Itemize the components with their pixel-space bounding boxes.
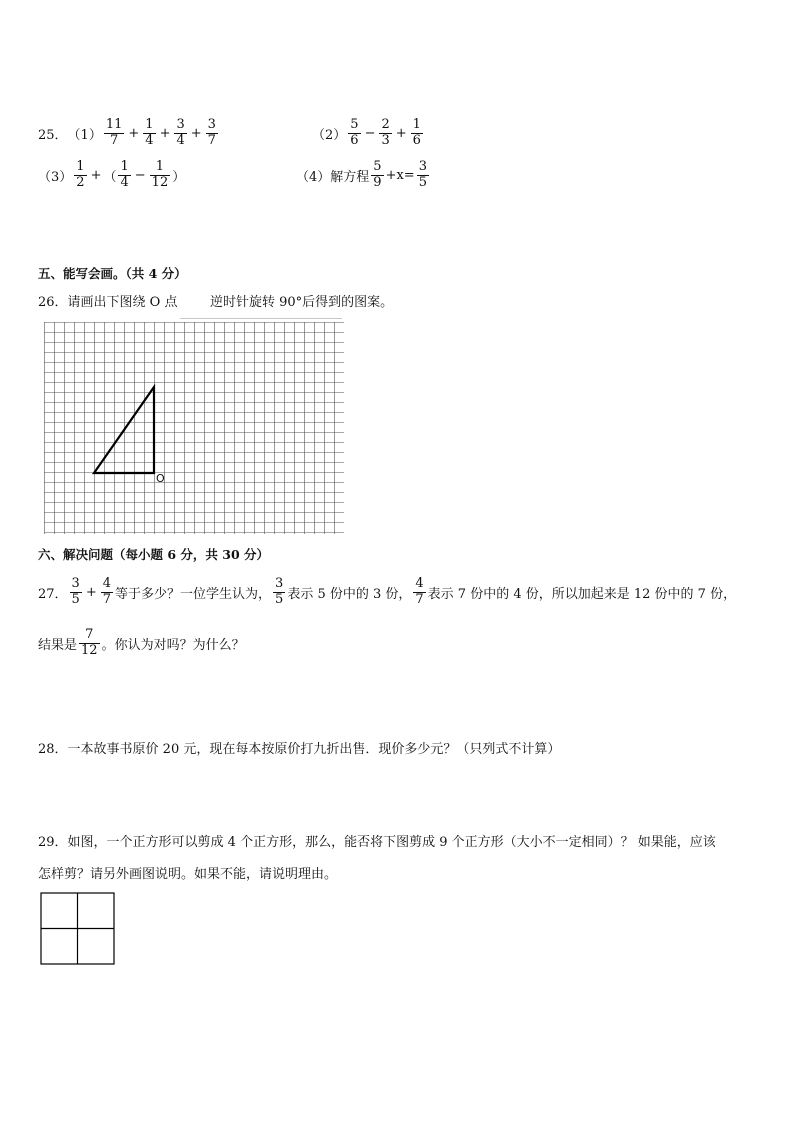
operator: − xyxy=(364,125,376,141)
fraction: $\frac{4}{7}$ xyxy=(415,576,424,607)
grid-lines xyxy=(44,322,344,534)
q27-line2 xyxy=(38,628,245,659)
q27-text-5: 。你认为对吗？为什么？ xyxy=(101,637,245,653)
left-paren: （ xyxy=(103,169,117,185)
operator: + xyxy=(159,125,171,141)
equation-middle: +x= xyxy=(385,167,415,183)
q26-text-b: 逆时针旋转 90°后得到的图案。 xyxy=(210,295,394,310)
point-o-label: O xyxy=(156,472,165,485)
q25-p3-label: （3） xyxy=(38,169,73,185)
fraction: $\frac{3}{5}$ xyxy=(71,576,80,607)
fraction: $\frac{1}{2}$ xyxy=(76,159,85,190)
q25-p2-label: （2） xyxy=(312,127,347,143)
q29-line1: 29．如图，一个正方形可以剪成 4 个正方形，那么，能否将下图剪成 9 个正方形（大小不一定相同）？ 如果能，应该 xyxy=(38,835,716,850)
operator: + xyxy=(128,125,140,141)
grid-figure xyxy=(44,322,344,534)
q25-part4 xyxy=(296,160,431,191)
fraction: $\frac{3}{7}$ xyxy=(207,117,216,148)
operator: + xyxy=(190,125,202,141)
q27-line1 xyxy=(38,577,736,608)
q29-line2: 怎样剪？请另外画图说明。如果不能，请说明理由。 xyxy=(38,867,338,882)
q27-text-2: 表示 5 份中的 3 份， xyxy=(287,586,412,602)
operator: + xyxy=(395,125,407,141)
fraction: $\frac{5}{6}$ xyxy=(350,117,359,148)
q25-p4-label: （4）解方程 xyxy=(296,169,370,185)
fraction: $\frac{4}{7}$ xyxy=(102,576,112,607)
fraction: $\frac{3}{5}$ xyxy=(418,159,427,190)
operator: + xyxy=(90,167,102,183)
fraction: $\frac{1}{4}$ xyxy=(145,117,154,148)
q26-text-a: 26．请画出下图绕 O 点 xyxy=(38,295,178,310)
triangle-shape xyxy=(94,387,154,473)
q27-number: 27． xyxy=(38,586,68,602)
fraction: $\frac{3}{5}$ xyxy=(275,576,284,607)
q27-text-1: 等于多少？一位学生认为， xyxy=(115,586,272,602)
section-6-heading: 六、解决问题（每小题 6 分，共 30 分） xyxy=(38,547,270,562)
fraction: $\frac{3}{4}$ xyxy=(176,117,185,148)
section-5-heading: 五、能写会画。（共 4 分） xyxy=(38,266,187,281)
q25-part1 xyxy=(38,118,220,149)
q25-part3 xyxy=(38,160,185,191)
fraction: $\frac{2}{3}$ xyxy=(381,117,390,148)
operator: − xyxy=(134,167,146,183)
q25-p1-label: （1） xyxy=(67,127,102,143)
q27-text-4: 结果是 xyxy=(38,637,78,653)
q25-part2 xyxy=(312,118,425,149)
fraction: $\frac{11}{7}$ xyxy=(105,117,123,148)
fraction: $\frac{1}{12}$ xyxy=(151,159,169,190)
square-cut-figure xyxy=(40,892,116,966)
rotation-grid xyxy=(44,322,344,534)
fraction: $\frac{7}{12}$ xyxy=(81,627,98,658)
fraction: $\frac{1}{6}$ xyxy=(412,117,421,148)
fraction: $\frac{5}{9}$ xyxy=(373,159,382,190)
right-paren: ） xyxy=(172,169,186,185)
fraction: $\frac{1}{4}$ xyxy=(120,159,129,190)
q26-faint-underline xyxy=(180,318,342,319)
q27-text-3: 表示 7 份中的 4 份，所以加起来是 12 份中的 7 份， xyxy=(427,586,737,602)
q28-text: 28．一本故事书原价 20 元，现在每本按原价打九折出售．现价多少元？（只列式不计算） xyxy=(38,742,561,757)
q25-number: 25． xyxy=(38,127,68,143)
operator: + xyxy=(85,584,97,600)
